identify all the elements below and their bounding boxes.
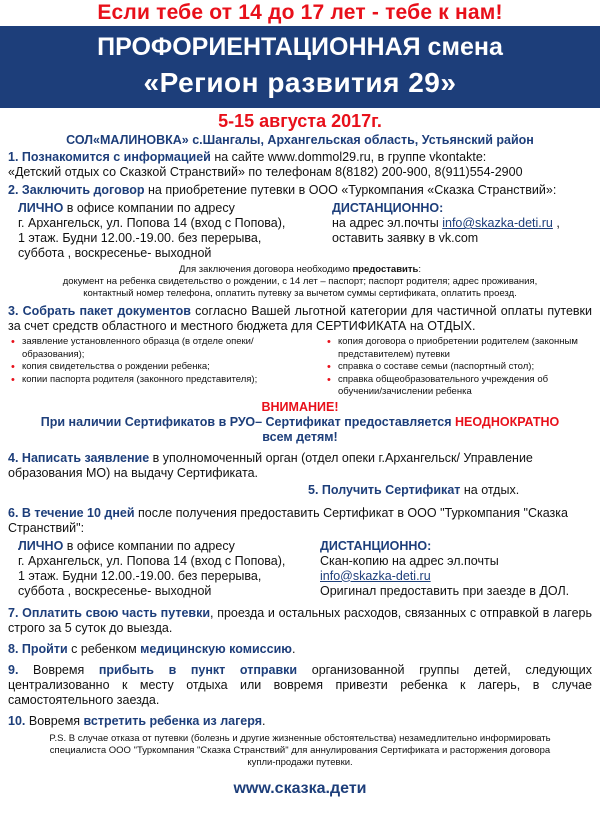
- step-8-bold: медицинскую комиссию: [140, 641, 292, 656]
- step-8-text-a: с ребенком: [67, 641, 141, 656]
- attention-block: [8, 400, 592, 445]
- remote-line-2: оставить заявку в vk.com: [332, 231, 479, 245]
- step-10-text-b: .: [262, 713, 266, 728]
- in-person-line-3: 1 этаж. Будни 12.00.-19.00. без перерыва,: [18, 231, 262, 245]
- step-6-options: [8, 539, 592, 599]
- step-8-number: 8.: [8, 641, 19, 656]
- step-2-options: [8, 201, 592, 261]
- step-6-remote: [320, 539, 592, 599]
- step-3-text: согласно Вашей льготной категории для частичной оплаты путевки за счет средств областного и местного бюджета для СЕРТИФИКАТА на ОТДЫХ.: [8, 304, 593, 333]
- in-person-line-4: суббота , воскресенье- выходной: [18, 583, 212, 598]
- step-2-number: 2.: [8, 183, 19, 197]
- in-person-line-2: г. Архангельск, ул. Попова 14 (вход с Попова),: [18, 216, 286, 230]
- step-1-lead: Познакомится с информацией: [21, 150, 211, 164]
- step-8-lead: Пройти: [21, 641, 68, 656]
- step-8: [8, 642, 592, 657]
- step-2-remote: [332, 201, 592, 261]
- website-link[interactable]: www.сказка.дети: [233, 779, 367, 797]
- step-10-number: 10.: [8, 713, 26, 728]
- list-item: • копия договора о приобретении родителем (законным представителем) путевки: [324, 336, 592, 361]
- step-5-number: 5.: [308, 482, 319, 497]
- step-6-text: после получения предоставить Сертификат в ООО "Туркомпания "Сказка Странствий":: [8, 505, 568, 535]
- banner-title: ПРОФОРИЕНТАЦИОННАЯ смена: [97, 33, 503, 61]
- contract-note-a: Для заключения договора необходимо: [178, 264, 353, 275]
- remote-line-3: Оригинал предоставить при заезде в ДОЛ.: [320, 583, 570, 598]
- step-4: [8, 451, 592, 481]
- step-7-number: 7.: [8, 605, 19, 620]
- title-banner: [0, 26, 600, 108]
- in-person-line-3: 1 этаж. Будни 12.00.-19.00. без перерыва,: [18, 568, 262, 583]
- step-4-text: в уполномоченный орган (отдел опеки г.Архангельск/ Управление образования МО) на выдачу Сертификата.: [8, 450, 533, 480]
- step-9-number: 9.: [8, 662, 19, 677]
- step-3-lead: Собрать пакет документов: [22, 304, 191, 318]
- step-5: [8, 483, 592, 498]
- step-10-text-a: Вовремя: [25, 713, 84, 728]
- postscript-line-1: P.S. В случае отказа от путевки (болезнь и другие жизненные обстоятельства) незамедлительно информировать: [49, 732, 551, 744]
- in-person-line-1: в офисе компании по адресу: [63, 538, 235, 553]
- step-4-number: 4.: [8, 450, 19, 465]
- event-location: СОЛ«МАЛИНОВКА» с.Шангалы, Архангельская область, Устьянский район: [66, 133, 534, 147]
- event-dates: 5-15 августа 2017г.: [218, 111, 382, 131]
- remote-line-1: на адрес эл.почты: [332, 216, 443, 230]
- step-8-text-b: .: [291, 641, 296, 656]
- documents-list-right: [324, 336, 592, 399]
- list-item: • справка о составе семьи (паспортный стол);: [324, 361, 592, 374]
- step-5-text: на отдых.: [460, 482, 520, 497]
- step-1-number: 1.: [8, 150, 19, 164]
- step-2-text: на приобретение путевки в ООО «Туркомпания «Сказка Странствий»:: [144, 183, 557, 197]
- remote-line-1: Скан-копию на адрес эл.почты: [320, 553, 499, 568]
- attention-text-b: всем детям!: [262, 429, 338, 444]
- contract-note-b: :: [418, 264, 422, 275]
- step-9: [8, 663, 592, 708]
- email-link[interactable]: info@skazka-deti.ru: [442, 216, 553, 230]
- step-7: [8, 606, 592, 636]
- step-10: [8, 714, 592, 729]
- remote-line-1-end: ,: [552, 216, 560, 230]
- contract-note-line-3: контактный номер телефона, оплатить путевку за вычетом суммы сертификата, оплатить проезд.: [83, 288, 517, 299]
- step-6-lead: В течение 10 дней: [21, 505, 135, 520]
- step-9-lead: прибыть в пункт отправки: [98, 662, 298, 677]
- documents-list-left: [8, 336, 308, 399]
- step-1-text-2: «Детский отдых со Сказкой Странствий» по телефонам 8(8182) 200-900, 8(911)554-2900: [8, 165, 523, 179]
- step-2: [8, 183, 592, 198]
- step-3: [8, 304, 592, 334]
- postscript-line-2: специалиста ООО "Туркомпания "Сказка Странствий" для аннулирования Сертификата и расторжения договора: [49, 744, 551, 756]
- step-6-number: 6.: [8, 505, 19, 520]
- banner-subtitle: «Регион развития 29»: [143, 67, 457, 98]
- step-2-in-person: [18, 201, 318, 261]
- postscript: [8, 733, 592, 769]
- step-7-text: , проезда и остальных расходов, связанных с отправкой в лагерь строго за 5 суток до выезда.: [8, 605, 592, 635]
- attention-title: ВНИМАНИЕ!: [261, 399, 339, 414]
- step-6-in-person: [18, 539, 318, 599]
- in-person-line-4: суббота , воскресенье- выходной: [18, 246, 212, 260]
- step-9-text-a: Вовремя: [18, 662, 99, 677]
- list-item: • копии паспорта родителя (законного представителя);: [8, 374, 308, 387]
- contract-note-line-2: документ на ребенка свидетельство о рождении, с 14 лет – паспорт; паспорт родителя; адрес проживания,: [62, 276, 538, 287]
- postscript-line-3: купли-продажи путевки.: [247, 756, 353, 768]
- step-6: [8, 506, 592, 536]
- step-4-lead: Написать заявление: [21, 450, 150, 465]
- in-person-heading: ЛИЧНО: [18, 201, 64, 215]
- step-7-lead: Оплатить свою часть путевки: [22, 605, 211, 620]
- in-person-heading: ЛИЧНО: [18, 538, 64, 553]
- remote-heading: ДИСТАНЦИОННО:: [320, 538, 432, 553]
- step-10-lead: встретить ребенка из лагеря: [83, 713, 263, 728]
- step-3-documents: [8, 336, 592, 399]
- step-5-lead: Получить Сертификат: [321, 482, 461, 497]
- list-item: • справка общеобразовательного учреждения об обучении/зачислении ребенка: [324, 374, 592, 399]
- list-item: • заявление установленного образца (в отделе опеки/ образования);: [8, 336, 308, 361]
- in-person-line-2: г. Архангельск, ул. Попова 14 (вход с Попова),: [18, 553, 286, 568]
- step-3-number: 3.: [8, 304, 19, 318]
- age-headline: Если тебе от 14 до 17 лет - тебе к нам!: [97, 1, 503, 24]
- step-1: [8, 150, 592, 180]
- step-2-lead: Заключить договор: [21, 183, 145, 197]
- in-person-line-1: в офисе компании по адресу: [63, 201, 235, 215]
- steps-content: [0, 150, 600, 799]
- attention-text-a: При наличии Сертификатов в РУО– Сертификат предоставляется: [40, 414, 455, 429]
- remote-heading: ДИСТАНЦИОННО:: [332, 201, 444, 215]
- attention-text-red: НЕОДНОКРАТНО: [455, 414, 560, 429]
- step-1-text: на сайте www.dommol29.ru, в группе vkontakte:: [210, 150, 487, 164]
- email-link[interactable]: info@skazka-deti.ru: [320, 568, 431, 583]
- attention-text: [8, 415, 592, 445]
- list-item: • копия свидетельства о рождении ребенка;: [8, 361, 308, 374]
- step-9-text-b: организованной группы детей, следующих централизованно к месту отдыха или вовремя привезти ребенка к лагерь, в случае самостоятельного заезда.: [8, 662, 592, 707]
- contract-note: [8, 264, 592, 300]
- contract-note-bold: предоставить: [352, 264, 419, 275]
